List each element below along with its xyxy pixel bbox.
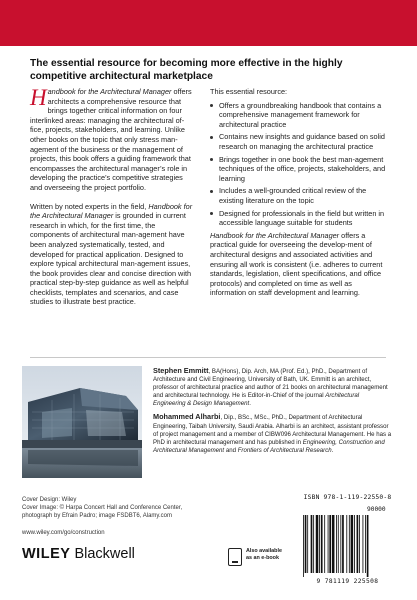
barcode-digits: 9 781119 225508 (316, 578, 379, 585)
book-title-ref: andbook for the Architectural Manager (47, 87, 172, 96)
book-title-ref: Handbook for the Architectural Manager (30, 201, 193, 221)
description-column (30, 87, 193, 316)
tablet-icon (228, 548, 242, 566)
feature-item: Contains new insights and guidance based on solid research on managing the architectural practice (210, 132, 390, 151)
author-bio-text: , Dip., BSc., MSc., PhD., Department of Architectural Engineering, Taibah University, Saudi Arabia. Alharbi is an architect, assistant professor of project management and a member of CIBW096 Architectural Management. He has a PhD in architectural management and has published in (153, 414, 392, 446)
cover-credits (22, 497, 212, 536)
description-text: is grounded in current research in which, for the first time, the components of architectural man-agement have been analyzed systematically, tested, and developed for practical application. Designed to explore typical architectural man-agement issues, the book provides clear and concise direction with practical step-by-step guidance as well as helpful checklists, templates and scenarios, and case studies to illustrate best practice. (30, 211, 192, 307)
description-paragraph-2 (30, 202, 193, 308)
journal-title: Engineering, Construction and Architectural Management (153, 438, 385, 454)
building-photo (22, 366, 142, 478)
ebook-badge-line: as an e-book (246, 554, 279, 561)
author-name: Stephen Emmitt (153, 366, 209, 375)
isbn-label: ISBN 978-1-119-22550-8 (303, 494, 392, 501)
feature-item: Offers a groundbreaking handbook that contains a comprehensive management framework for architectural practice (210, 101, 390, 130)
harpa-concert-hall-image (22, 366, 142, 478)
features-list (210, 101, 390, 228)
wiley-wordmark: WILEY (22, 546, 71, 562)
closing-text: offers a practical guide for overseeing the develop-ment of architectural designs and associated activities and ensuring all work is consistent (i.e. adheres to current standards, legislation, client specifications, and office protocols) and completed on time as well as information on staff development and learning. (210, 230, 383, 298)
description-text: Written by noted experts in the field, (30, 201, 149, 211)
publisher-logo (22, 546, 135, 562)
description-paragraph-1 (30, 87, 193, 193)
price-code: 90000 (367, 506, 386, 513)
closing-paragraph (210, 231, 390, 298)
features-column (210, 87, 390, 298)
ebook-badge-line: Also available (246, 548, 282, 554)
headline: The essential resource for becoming more effective in the highly competitive architectural marketplace (30, 58, 343, 82)
author-bio (153, 413, 393, 454)
ebook-badge (228, 547, 288, 567)
barcode-block (300, 494, 395, 594)
author-bio-text: and (224, 446, 238, 454)
publisher-url[interactable]: www.wiley.com/go/construction (22, 530, 105, 536)
back-cover (0, 46, 417, 600)
author-bios (153, 367, 393, 460)
features-intro: This essential resource: (210, 87, 288, 96)
book-title-ref: Handbook for the Architectural Manager (210, 230, 340, 240)
barcode-image (302, 515, 392, 577)
cover-image-credit: Cover Image: © Harpa Concert Hall and Conference Center, photograph by Efrain Padro; image FSDBT6, Alamy.com (22, 504, 183, 519)
journal-title: Architectural Engineering & Design Management (153, 392, 360, 408)
author-bio-text: . (249, 400, 251, 408)
section-divider (30, 357, 386, 358)
author-bio-text: . (331, 446, 334, 454)
author-bio (153, 367, 393, 408)
author-name: Mohammed Alharbi (153, 412, 221, 422)
description-text: offers architects a comprehensive resource that brings together critical information on four interlinked areas: managing the architectural of-fice, projects, stakeholders, and learning. Unlike other books on the topic that only stress man-agement of the business or the management of projects, this book offers a guiding framework that encompasses the architectural manager’s role in developing the practice’s competitive strategies and overseeing the project portfolio. (30, 87, 192, 192)
ebook-badge-text (246, 548, 282, 562)
top-color-band (0, 0, 417, 46)
author-bio-text: , BA(Hons), Dip. Arch, MA (Prof. Ed.), PhD., Department of Architecture and Civil Engineering, University of Bath, UK. Emmitt is an architect, professor of architectural practice and author of 21 books on architectural management and architectural technology. He is Editor-in-Chief of the journal (153, 368, 388, 400)
feature-item: Designed for professionals in the field but written in accessible language suitable for students (210, 209, 390, 228)
imprint-wordmark: Blackwell (74, 546, 135, 562)
drop-cap: H (30, 85, 47, 110)
cover-design-credit: Cover Design: Wiley (22, 497, 77, 503)
feature-item: Includes a well-grounded critical review of the existing literature on the topic (210, 186, 390, 205)
feature-item: Brings together in one book the best man-agement techniques of the office, projects, stakeholders, and learning (210, 155, 390, 184)
journal-title: Frontiers of Architectural Research (237, 446, 332, 454)
